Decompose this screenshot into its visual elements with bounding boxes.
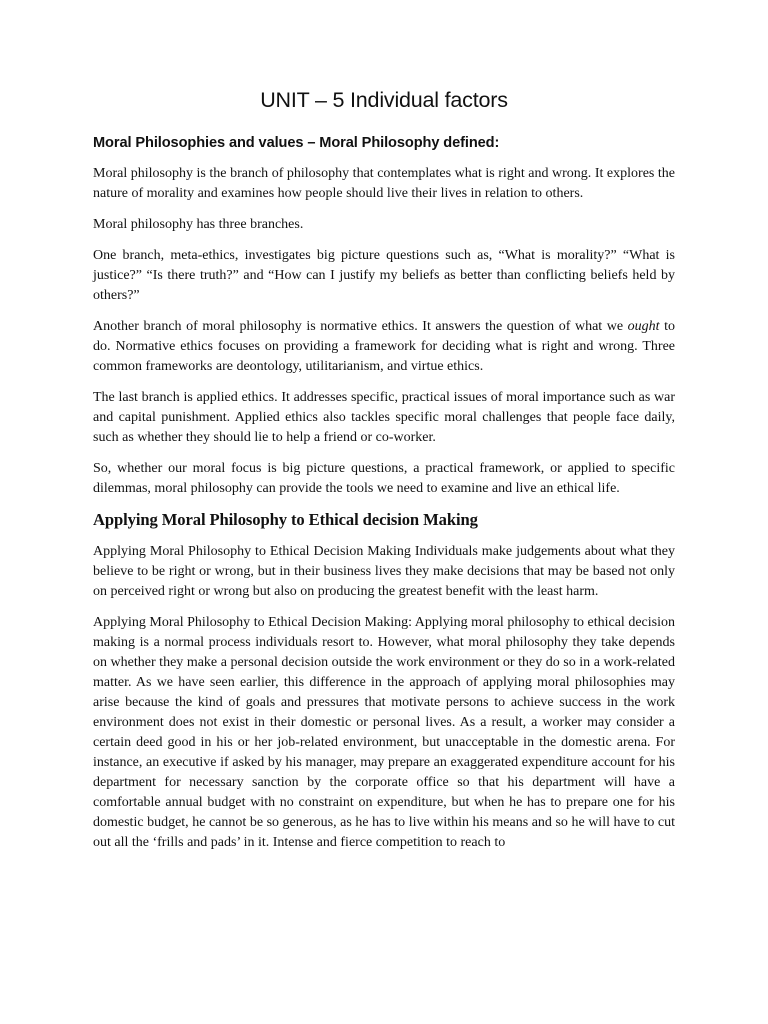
paragraph-normative-ethics xyxy=(93,317,675,377)
paragraph-definition: Moral philosophy is the branch of philosophy that contemplates what is right and wrong. It explores the nature of morality and examines how people should live their lives in relation to others. xyxy=(93,166,675,201)
document-page xyxy=(93,88,675,864)
paragraph-applied-ethics: The last branch is applied ethics. It addresses specific, practical issues of moral importance such as war and capital punishment. Applied ethics also tackles specific moral challenges that people face daily, such as whether they should lie to help a friend or co-worker. xyxy=(93,390,675,445)
emphasis-ought: ought xyxy=(627,319,660,334)
paragraph-normative-ethics-part1: Another branch of moral philosophy is normative ethics. It answers the question of what we xyxy=(93,319,628,334)
page-title: UNIT – 5 Individual factors xyxy=(260,88,508,112)
paragraph-applying-intro: Applying Moral Philosophy to Ethical Decision Making Individuals make judgements about what they believe to be right or wrong, but in their business lives they make decisions that may be based not only on perceived right or wrong but also on producing the greatest benefit with the least harm. xyxy=(93,544,675,599)
paragraph-normative-ethics-part2: to do. Normative ethics focuses on providing a framework for deciding what is right and wrong. Three common frameworks are deontology, utilitarianism, and virtue ethics. xyxy=(93,319,676,374)
paragraph-meta-ethics: One branch, meta-ethics, investigates big picture questions such as, “What is morality?” “What is justice?” “Is there truth?” and “How can I justify my beliefs as better than conflicting beliefs held by others?” xyxy=(93,248,675,303)
paragraph-branches: Moral philosophy has three branches. xyxy=(93,217,304,232)
paragraph-summary: So, whether our moral focus is big picture questions, a practical framework, or applied to specific dilemmas, moral philosophy can provide the tools we need to examine and live an ethical life. xyxy=(93,461,675,496)
section-subheading: Moral Philosophies and values – Moral Philosophy defined: xyxy=(93,135,500,151)
paragraph-applying-detail: Applying Moral Philosophy to Ethical Decision Making: Applying moral philosophy to ethical decision making is a normal process individuals resort to. However, what moral philosophy they take depends on whether they make a personal decision outside the work environment or they do so in a work-related matter. As we have seen earlier, this difference in the approach of applying moral philosophies may arise because the kind of goals and pressures that motivate persons to achieve success in the work environment does not exist in their domestic or personal lives. As a result, a worker may consider a certain deed good in his or her job-related environment, but unacceptable in the domestic arena. For instance, an executive if asked by his manager, may prepare an exaggerated expenditure account for his department for necessary sanction by the corporate office so that his department will have a comfortable annual budget with no constraint on expenditure, but when he has to prepare one for his domestic budget, he cannot be so generous, as he has to live within his means and so he will have to cut out all the ‘frills and pads’ in it. Intense and fierce competition to reach to xyxy=(93,615,675,850)
section-heading-applying: Applying Moral Philosophy to Ethical decision Making xyxy=(93,510,478,529)
